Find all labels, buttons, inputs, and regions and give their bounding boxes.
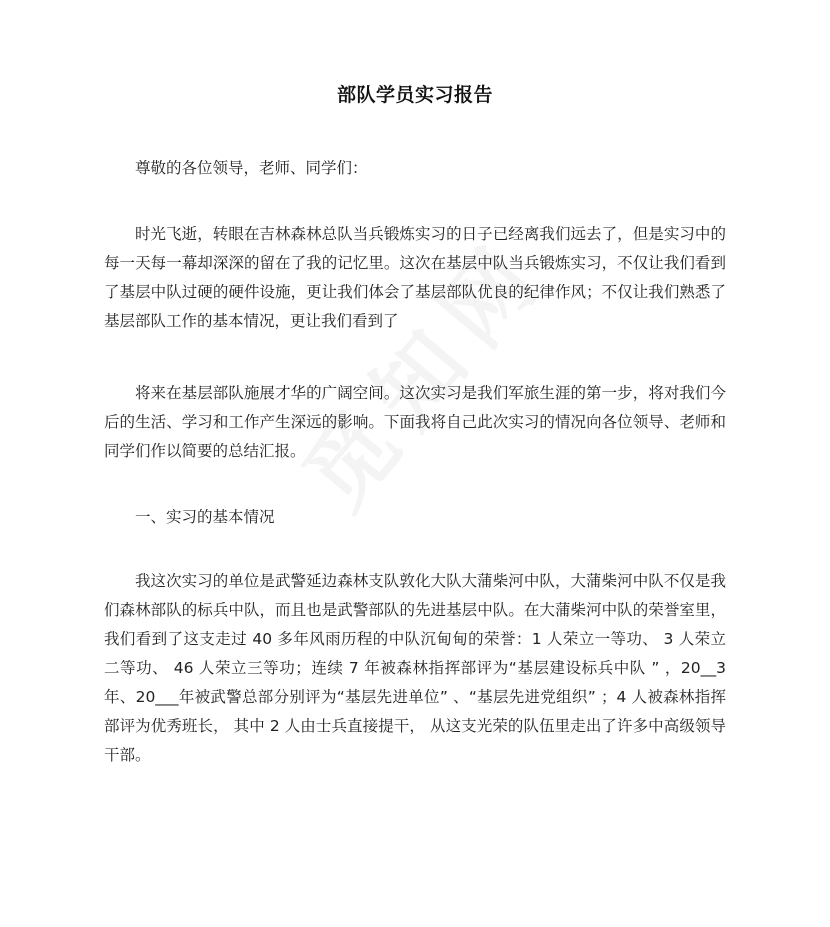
paragraph-continuation: 将来在基层部队施展才华的广阔空间。这次实习是我们军旅生涯的第一步，将对我们今后的生活、学习和工作产生深远的影响。下面我将自己此次实习的情况向各位领导、老师和同学们作以简要的总结汇报。 [104,384,726,460]
greeting-line: 尊敬的各位领导，老师、同学们： [135,159,368,177]
paragraph-intro: 时光飞逝，转眼在吉林森林总队当兵锻炼实习的日子已经离我们远去了，但是实习中的每一天每一幕却深深的留在了我的记忆里。这次在基层中队当兵锻炼实习，不仅让我们看到了基层中队过硬的硬件设施，更让我们体会了基层部队优良的纪律作风；不仅让我们熟悉了基层部队工作的基本情况，更让我们看到了 [104,225,726,330]
section-heading: 一、实习的基本情况 [135,508,275,526]
page-title: 部队学员实习报告 [336,84,493,106]
paragraph-basic-situation: 我这次实习的单位是武警延边森林支队敦化大队大蒲柴河中队，大蒲柴河中队不仅是我们森林部队的标兵中队，而且也是武警部队的先进基层中队。在大蒲柴河中队的荣誉室里，我们看到了这支走过 40 多年风雨历程的中队沉甸甸的荣誉：1 人荣立一等功、 3 人荣立二等功、 46 人荣立三等功；连续 7 年被森林指挥部评为“基层建设标兵中队 ” ，20__3 年、20___年被武警总部分别评为“基层先进单位” 、“基层先进党组织” ；4 人被森林指挥部评为优秀班长， 其中 2 人由士兵直接提干， 从这支光荣的队伍里走出了许多中高级领导干部。 [104,572,726,764]
